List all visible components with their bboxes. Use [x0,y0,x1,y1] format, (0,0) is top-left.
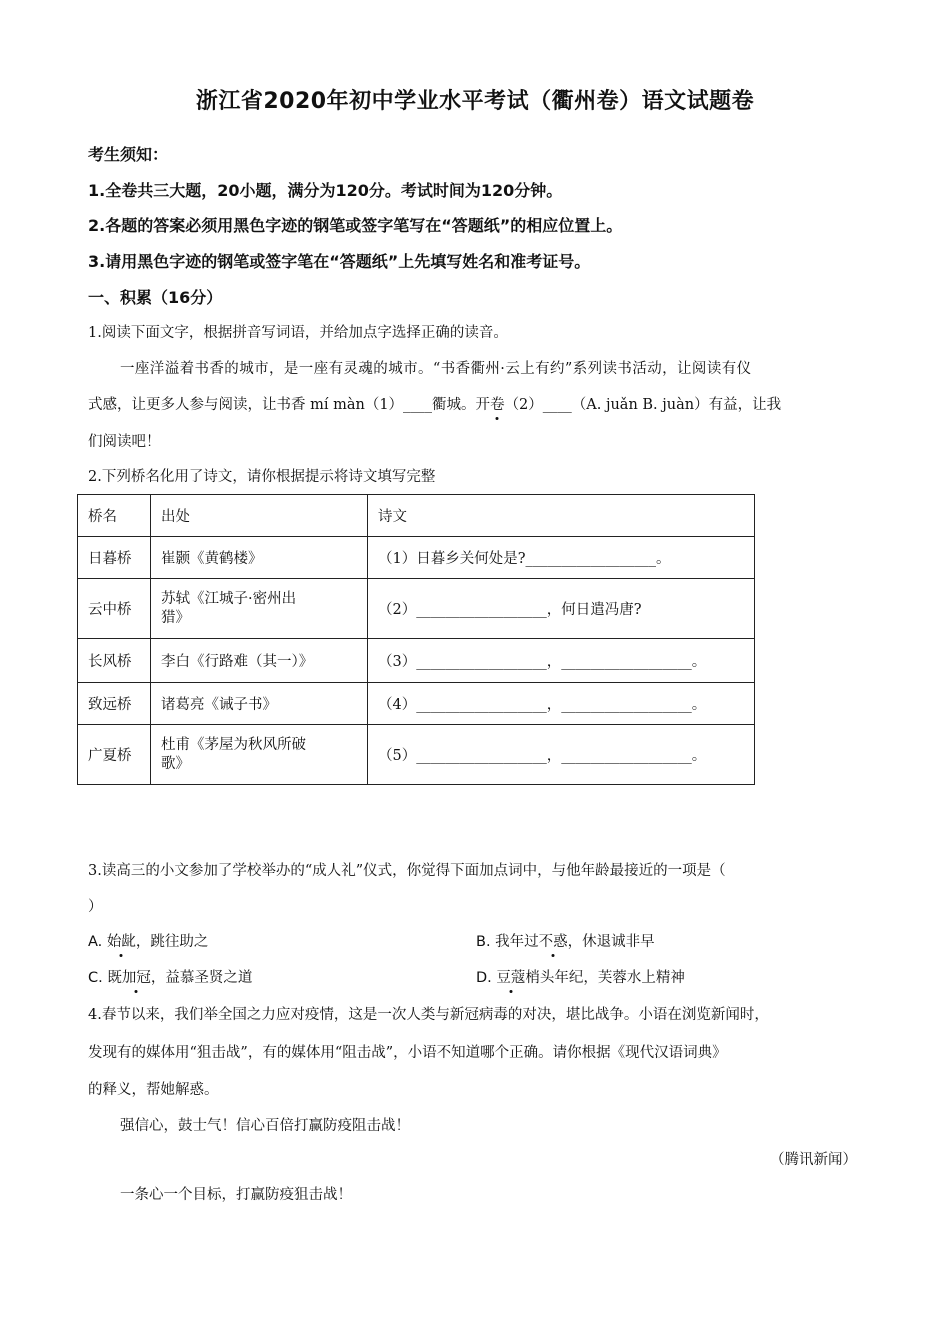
q3-option-d [476,966,685,987]
q4-news-quote-1: 强信心，鼓士气！信心百倍打赢防疫阻击战！ [120,1118,410,1134]
option-b-dotted: 不惑 [539,930,568,951]
q4-news-source: （腾讯新闻） [770,1152,857,1168]
poem-blank: （5）__________________，__________________。 [368,725,755,785]
page-title: 浙江省2020年初中学业水平考试（衢州卷）语文试题卷 [195,89,755,114]
poem-blank: （3）__________________，__________________。 [368,639,755,683]
table-row [78,683,755,725]
q4-line2: 发现有的媒体用“狙击战”，有的媒体用“阻击战”，小语不知道哪个正确。请你根据《现代汉语词典》 [88,1045,727,1061]
option-b-label: B. [476,934,491,950]
bridge-name: 长风桥 [78,639,151,683]
bridge-name: 致远桥 [78,683,151,725]
q1-prompt: 1.阅读下面文字，根据拼音写词语，并给加点字选择正确的读音。 [88,325,508,341]
q4-news-quote-2: 一条心一个目标，打赢防疫狙击战！ [120,1187,352,1203]
q4-line3: 的释义，帮她解惑。 [88,1082,219,1098]
option-c-dotted: 加冠 [122,966,151,987]
q3-option-b [476,930,655,951]
table-row [78,537,755,579]
poem-source: 苏轼《江城子·密州出 猎》 [151,579,368,639]
header-source: 出处 [151,495,368,537]
poem-source: 诸葛亮《诫子书》 [151,683,368,725]
poem-table [77,494,755,785]
option-c-pre: 既 [107,970,122,986]
header-poem: 诗文 [368,495,755,537]
q1-dotted-char: 卷 [490,393,505,414]
section-heading: 一、积累（16分） [88,288,223,307]
option-c-text: ，益慕圣贤之道 [150,970,253,986]
option-a-label: A. [88,934,103,950]
bridge-name: 广夏桥 [78,725,151,785]
q3-prompt: 3.读高三的小文参加了学校举办的“成人礼”仪式，你觉得下面加点词中，与他年龄最接近的一项是（ [88,863,726,879]
q3-prompt-end: ） [88,899,103,915]
option-b-pre: 我年过 [495,934,539,950]
notice-heading: 考生须知： [88,145,169,164]
poem-source: 李白《行路难（其一）》 [151,639,368,683]
q1-passage-line3: 们阅读吧！ [88,434,161,450]
table-header-row [78,495,755,537]
option-b-text: ，休退诚非早 [567,934,655,950]
notice-item-3: 3.请用黑色字迹的钢笔或签字笔在“答题纸”上先填写姓名和准考证号。 [88,252,591,271]
table-row [78,639,755,683]
option-c-label: C. [88,970,103,986]
option-a-text: ，跳往助之 [135,934,209,950]
header-bridge: 桥名 [78,495,151,537]
q3-option-a [88,930,208,951]
q4-line1: 4.春节以来，我们举全国之力应对疫情，这是一次人类与新冠病毒的对决，堪比战争。小语在浏览新闻时， [88,1007,769,1023]
poem-blank: （2）__________________，何日遣冯唐? [368,579,755,639]
bridge-name: 云中桥 [78,579,151,639]
bridge-name: 日暮桥 [78,537,151,579]
q2-prompt: 2.下列桥名化用了诗文，请你根据提示将诗文填写完整 [88,469,436,485]
poem-source: 崔颢《黄鹤楼》 [151,537,368,579]
option-d-text: 梢头年纪，芙蓉水上精神 [525,970,685,986]
poem-blank: （4）__________________，__________________。 [368,683,755,725]
notice-item-2: 2.各题的答案必须用黑色字迹的钢笔或签字笔写在“答题纸”的相应位置上。 [88,216,623,235]
option-a-dotted: 始龀 [107,934,136,950]
q1-line2-end: （2）____（A. juǎn B. juàn）有益，让我 [504,397,782,413]
table-row [78,725,755,785]
option-d-label: D. [476,970,492,986]
poem-source: 杜甫《茅屋为秋风所破 歌》 [151,725,368,785]
q1-passage-line1: 一座洋溢着书香的城市，是一座有灵魂的城市。“书香衢州·云上有约”系列读书活动，让阅读有仪 [120,361,752,377]
poem-blank: （1）日暮乡关何处是?__________________。 [368,537,755,579]
q1-line2-start: 式感，让更多人参与阅读，让书香 mí màn（1）____衢城。开 [88,397,491,413]
q3-option-c [88,966,252,987]
notice-item-1: 1.全卷共三大题，20小题，满分为120分。考试时间为120分钟。 [88,181,563,200]
option-d-dotted: 豆蔻 [496,966,525,987]
table-row [78,579,755,639]
q1-passage-line2 [88,393,781,414]
